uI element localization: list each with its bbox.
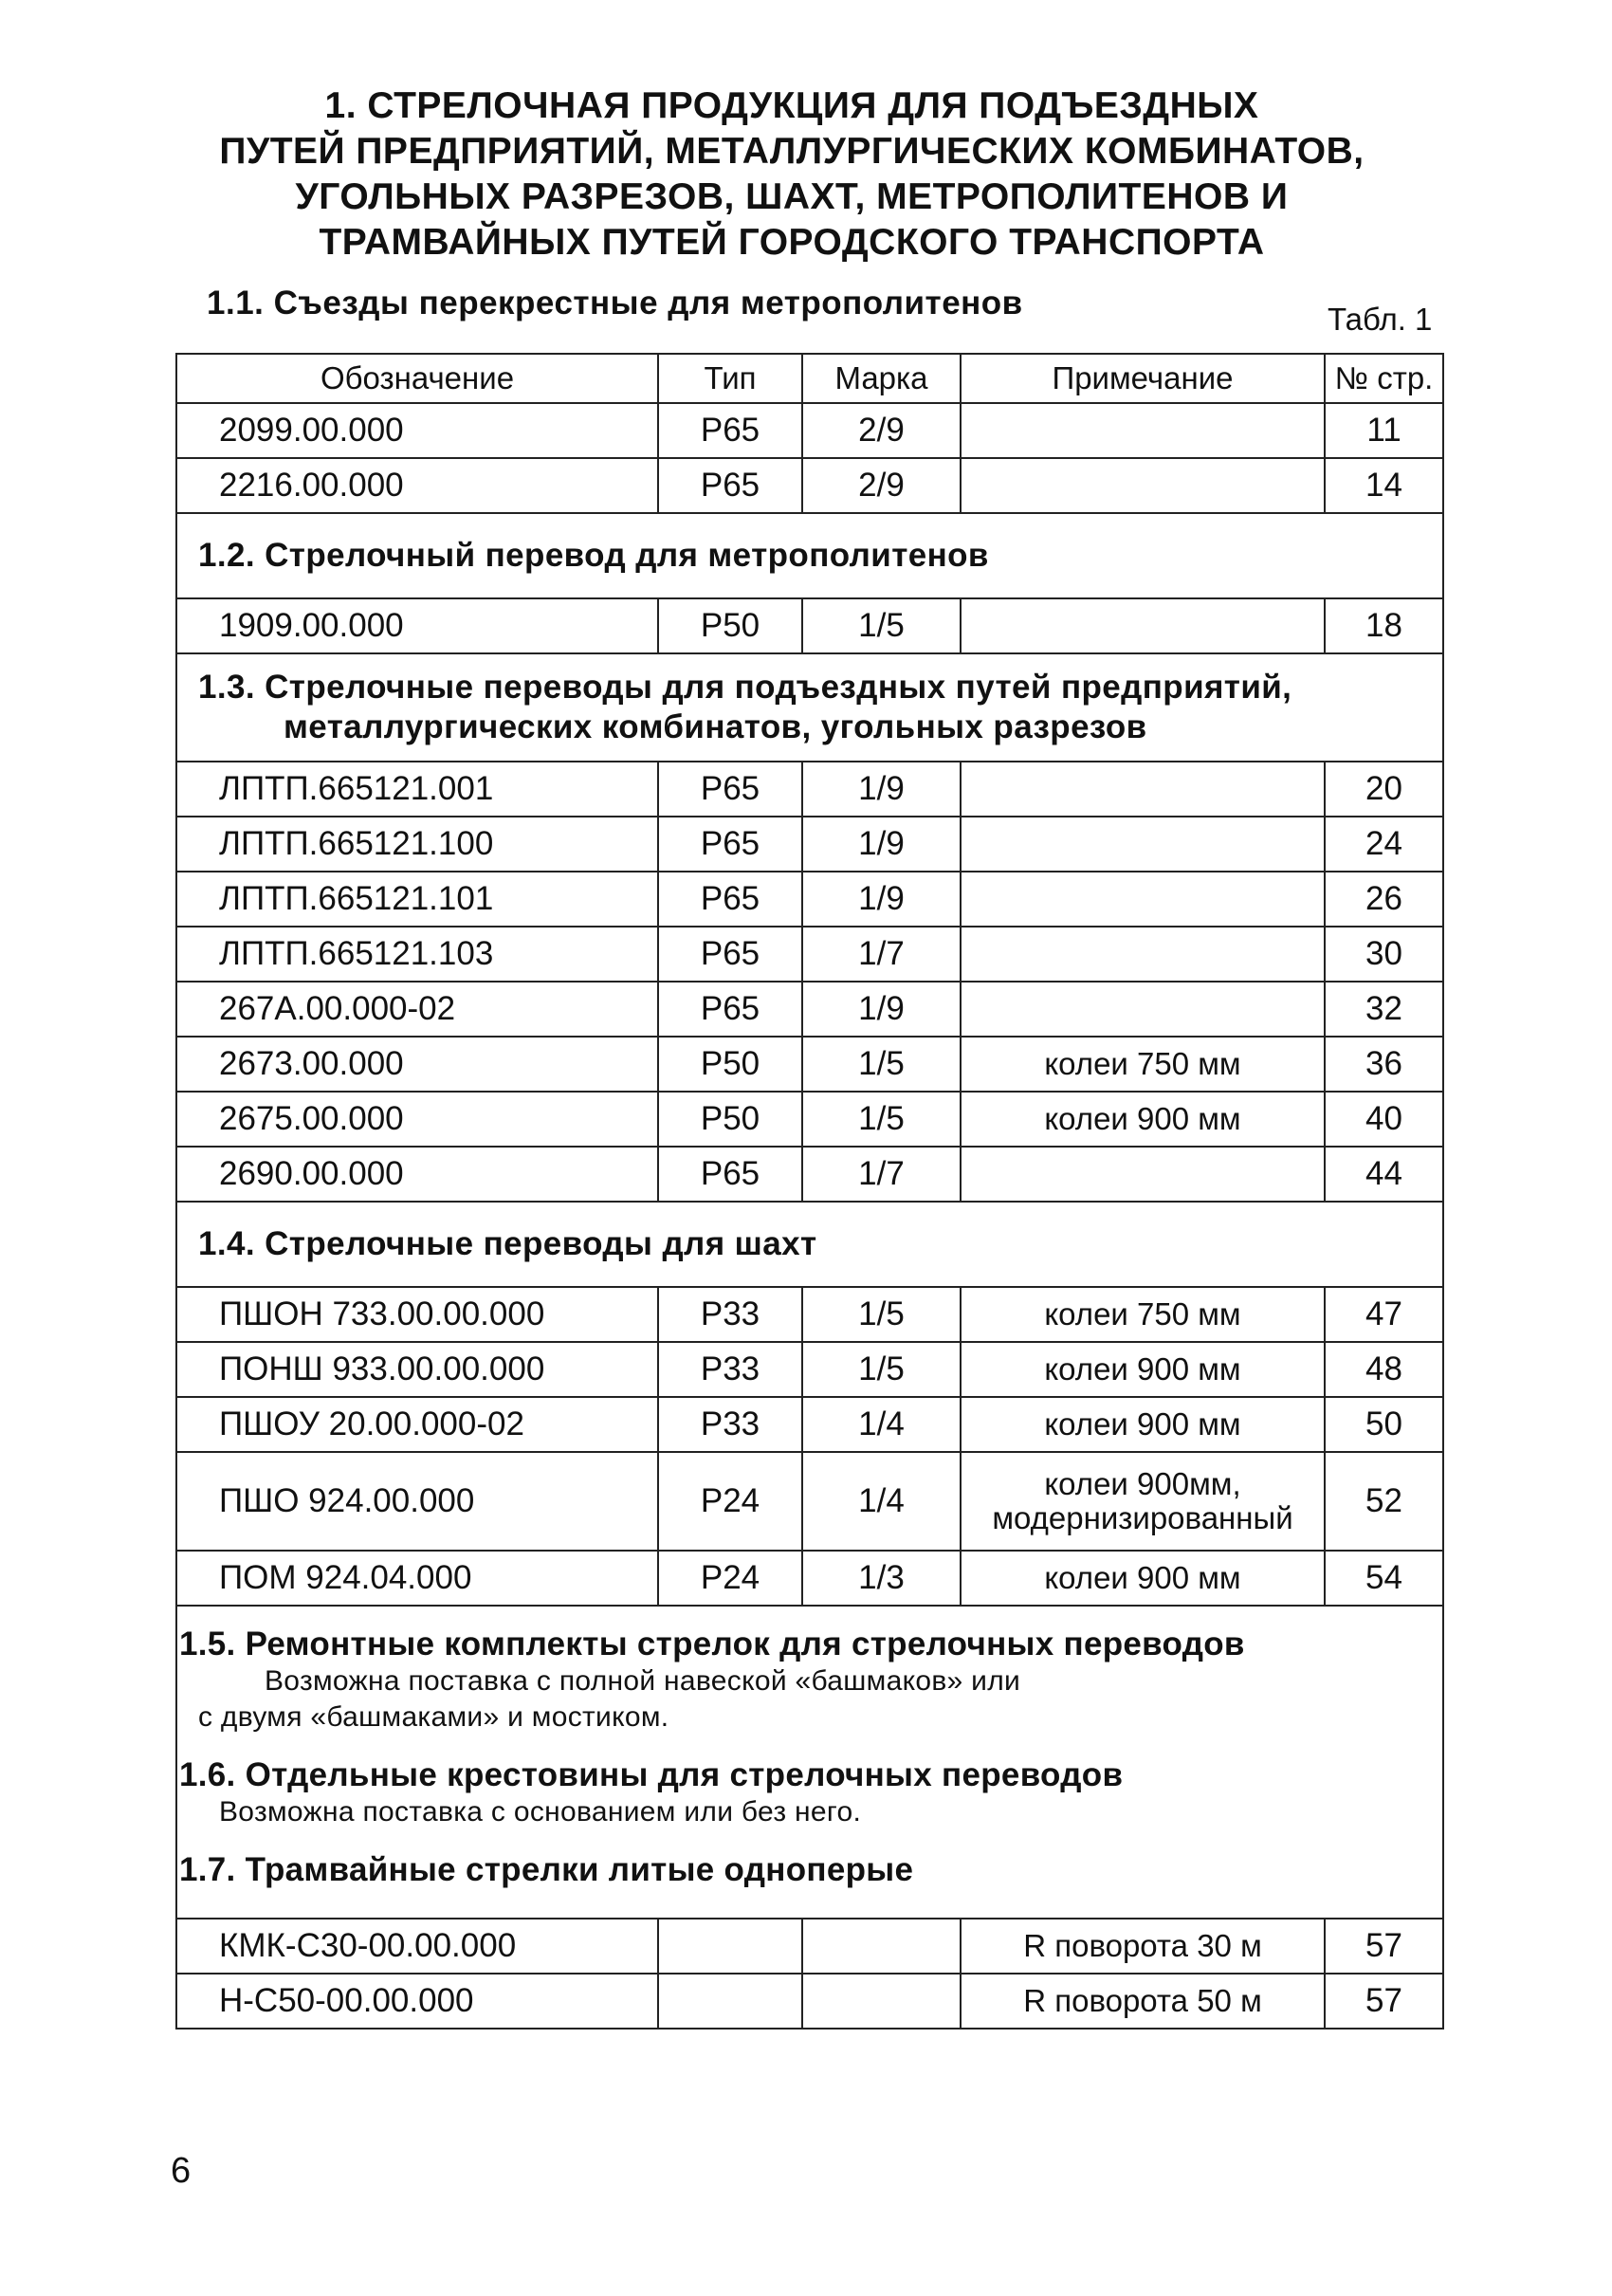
cell-designation: ПШОН 733.00.00.000 (176, 1287, 658, 1342)
text-block (176, 1606, 1443, 1919)
cell-page: 48 (1325, 1342, 1443, 1397)
cell-page: 52 (1325, 1452, 1443, 1551)
cell-note: колеи 900 мм (961, 1342, 1325, 1397)
cell-page: 20 (1325, 762, 1443, 817)
cell-designation: ПОМ 924.04.000 (176, 1551, 658, 1606)
cell-note: R поворота 50 м (961, 1974, 1325, 2029)
cell-grade: 2/9 (802, 458, 961, 513)
cell-type: Р65 (658, 927, 802, 982)
cell-type: Р65 (658, 872, 802, 927)
cell-type: Р50 (658, 1092, 802, 1147)
cell-grade: 1/5 (802, 1037, 961, 1092)
section-title: 1.2. Стрелочный перевод для метрополитенов (176, 513, 1443, 598)
section-row-1-3 (176, 653, 1443, 762)
section-title-line: металлургических комбинатов, угольных разрезов (284, 708, 1147, 745)
text-line: Возможна поставка с полной навеской «башмаков» или (265, 1665, 1021, 1697)
cell-type: Р65 (658, 762, 802, 817)
cell-note (961, 927, 1325, 982)
cell-grade: 1/4 (802, 1452, 961, 1551)
section-title: 1.4. Стрелочные переводы для шахт (176, 1202, 1443, 1287)
cell-designation: ЛПТП.665121.100 (176, 817, 658, 872)
cell-note (961, 1147, 1325, 1202)
cell-grade (802, 1919, 961, 1974)
table-row (176, 1092, 1443, 1147)
cell-type: Р50 (658, 598, 802, 653)
cell-grade: 1/5 (802, 1092, 961, 1147)
cell-designation: 2675.00.000 (176, 1092, 658, 1147)
cell-page: 24 (1325, 817, 1443, 872)
cell-grade: 1/4 (802, 1397, 961, 1452)
cell-page: 36 (1325, 1037, 1443, 1092)
table-row (176, 458, 1443, 513)
cell-page: 32 (1325, 982, 1443, 1037)
cell-note: колеи 900 мм (961, 1551, 1325, 1606)
cell-type: Р33 (658, 1287, 802, 1342)
heading-line: 1. СТРЕЛОЧНАЯ ПРОДУКЦИЯ ДЛЯ ПОДЪЕЗДНЫХ (324, 85, 1259, 126)
table-row (176, 1037, 1443, 1092)
table-row (176, 872, 1443, 927)
heading-line: ТРАМВАЙНЫХ ПУТЕЙ ГОРОДСКОГО ТРАНСПОРТА (319, 222, 1265, 263)
cell-grade: 2/9 (802, 403, 961, 458)
cell-page: 54 (1325, 1551, 1443, 1606)
cell-type: Р65 (658, 458, 802, 513)
cell-page: 26 (1325, 872, 1443, 927)
cell-type: Р65 (658, 403, 802, 458)
cell-page: 40 (1325, 1092, 1443, 1147)
cell-designation: ЛПТП.665121.001 (176, 762, 658, 817)
section-row-1-4 (176, 1202, 1443, 1287)
cell-grade: 1/7 (802, 927, 961, 982)
cell-page: 57 (1325, 1919, 1443, 1974)
cell-designation: 2673.00.000 (176, 1037, 658, 1092)
text-block-row (176, 1606, 1443, 1919)
section-text-1-6 (179, 1794, 1437, 1830)
cell-type (658, 1919, 802, 1974)
cell-note: колеи 900 мм (961, 1397, 1325, 1452)
cell-note (961, 762, 1325, 817)
cell-page: 44 (1325, 1147, 1443, 1202)
cell-note (961, 982, 1325, 1037)
column-header-grade: Марка (802, 354, 961, 403)
cell-note: колеи 750 мм (961, 1037, 1325, 1092)
cell-grade: 1/5 (802, 1342, 961, 1397)
column-header-note: Примечание (961, 354, 1325, 403)
cell-designation: ЛПТП.665121.101 (176, 872, 658, 927)
cell-note (961, 872, 1325, 927)
cell-grade: 1/9 (802, 817, 961, 872)
table-row (176, 817, 1443, 872)
table-row (176, 1551, 1443, 1606)
cell-note (961, 817, 1325, 872)
table-row (176, 1452, 1443, 1551)
column-header-type: Тип (658, 354, 802, 403)
cell-grade: 1/9 (802, 982, 961, 1037)
product-table (175, 353, 1444, 2030)
cell-page: 47 (1325, 1287, 1443, 1342)
table-row (176, 1397, 1443, 1452)
table-row (176, 1974, 1443, 2029)
cell-grade: 1/5 (802, 1287, 961, 1342)
cell-type: Р65 (658, 817, 802, 872)
cell-designation: ПОНШ 933.00.00.000 (176, 1342, 658, 1397)
section-text-1-5 (179, 1663, 1437, 1736)
section-title (176, 653, 1443, 762)
table-row (176, 1342, 1443, 1397)
cell-note: R поворота 30 м (961, 1919, 1325, 1974)
cell-note (961, 458, 1325, 513)
table-header-row (176, 354, 1443, 403)
cell-designation: ЛПТП.665121.103 (176, 927, 658, 982)
table-row (176, 598, 1443, 653)
table-row (176, 1287, 1443, 1342)
table-row (176, 1147, 1443, 1202)
subsection-title-1-1: 1.1. Съезды перекрестные для метрополитенов (207, 285, 1023, 321)
text-line: Возможна поставка с основанием или без него. (219, 1796, 862, 1828)
section-title-1-6: 1.6. Отдельные крестовины для стрелочных переводов (179, 1756, 1124, 1793)
cell-designation: 2216.00.000 (176, 458, 658, 513)
cell-note: колеи 900 мм (961, 1092, 1325, 1147)
cell-grade: 1/7 (802, 1147, 961, 1202)
cell-type (658, 1974, 802, 2029)
cell-grade: 1/9 (802, 762, 961, 817)
cell-designation: ПШОУ 20.00.000-02 (176, 1397, 658, 1452)
section-title-1-7: 1.7. Трамвайные стрелки литые одноперые (179, 1851, 914, 1888)
table-row (176, 927, 1443, 982)
cell-note (961, 598, 1325, 653)
section-row-1-2 (176, 513, 1443, 598)
table-row (176, 403, 1443, 458)
cell-designation: Н-С50-00.00.000 (176, 1974, 658, 2029)
cell-grade: 1/5 (802, 598, 961, 653)
table-reference: Табл. 1 (1328, 302, 1433, 337)
section-title-1-5: 1.5. Ремонтные комплекты стрелок для стрелочных переводов (179, 1626, 1245, 1662)
table-row (176, 1919, 1443, 1974)
column-header-designation: Обозначение (176, 354, 658, 403)
table-row (176, 762, 1443, 817)
document-heading (142, 83, 1441, 266)
column-header-page: № стр. (1325, 354, 1443, 403)
cell-type: Р33 (658, 1397, 802, 1452)
cell-page: 11 (1325, 403, 1443, 458)
cell-page: 30 (1325, 927, 1443, 982)
page-number: 6 (171, 2151, 192, 2191)
cell-designation: ПШО 924.00.000 (176, 1452, 658, 1551)
cell-type: Р65 (658, 982, 802, 1037)
table-row (176, 982, 1443, 1037)
cell-type: Р50 (658, 1037, 802, 1092)
section-title-line: 1.3. Стрелочные переводы для подъездных путей предприятий, (198, 669, 1292, 706)
cell-grade (802, 1974, 961, 2029)
cell-designation: 2099.00.000 (176, 403, 658, 458)
cell-designation: 2690.00.000 (176, 1147, 658, 1202)
cell-note-line: модернизированный (992, 1500, 1293, 1535)
cell-grade: 1/3 (802, 1551, 961, 1606)
cell-page: 18 (1325, 598, 1443, 653)
cell-note-line: колеи 900мм, (1044, 1466, 1241, 1501)
cell-page: 57 (1325, 1974, 1443, 2029)
cell-designation: 267А.00.000-02 (176, 982, 658, 1037)
cell-type: Р24 (658, 1551, 802, 1606)
cell-page: 14 (1325, 458, 1443, 513)
heading-line: УГОЛЬНЫХ РАЗРЕЗОВ, ШАХТ, МЕТРОПОЛИТЕНОВ И (295, 176, 1289, 217)
text-line: с двумя «башмаками» и мостиком. (198, 1701, 669, 1733)
cell-type: Р24 (658, 1452, 802, 1551)
cell-grade: 1/9 (802, 872, 961, 927)
cell-note (961, 1452, 1325, 1551)
heading-line: ПУТЕЙ ПРЕДПРИЯТИЙ, МЕТАЛЛУРГИЧЕСКИХ КОМБИНАТОВ, (219, 131, 1365, 172)
cell-note: колеи 750 мм (961, 1287, 1325, 1342)
cell-note (961, 403, 1325, 458)
cell-designation: 1909.00.000 (176, 598, 658, 653)
cell-type: Р65 (658, 1147, 802, 1202)
cell-page: 50 (1325, 1397, 1443, 1452)
cell-designation: КМК-С30-00.00.000 (176, 1919, 658, 1974)
cell-type: Р33 (658, 1342, 802, 1397)
